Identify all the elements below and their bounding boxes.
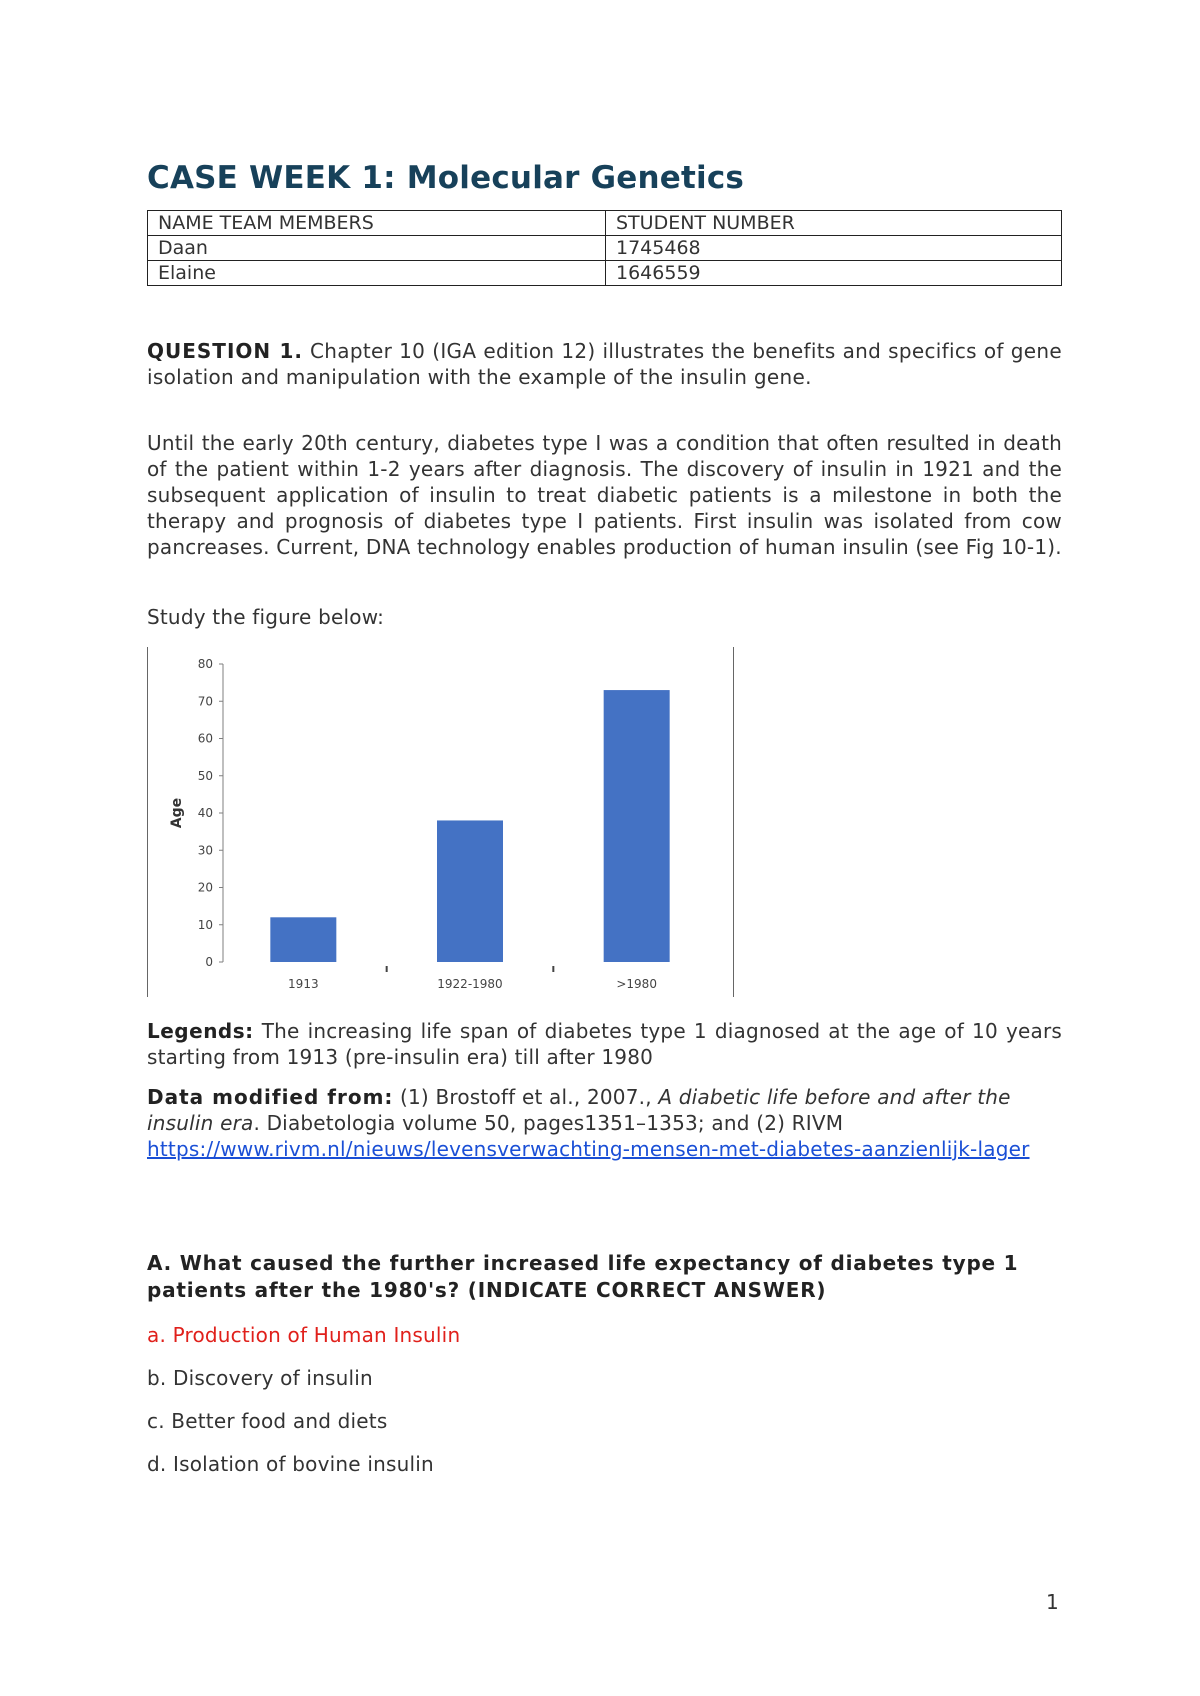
bar-1913 (270, 917, 336, 962)
y-tick-label: 50 (197, 768, 213, 783)
y-tick-label: 40 (197, 806, 213, 820)
y-tick-label: 70 (197, 694, 213, 709)
question-1-intro (147, 338, 1062, 390)
member-name: Elaine (148, 261, 606, 286)
source-text-after: . Diabetologia volume 50, pages1351–1353; and (2) RIVM (253, 1111, 844, 1135)
option-b: b. Discovery of insulin (147, 1366, 373, 1390)
data-source (147, 1084, 1062, 1162)
x-tick-label: 1913 (288, 977, 319, 991)
y-tick-label: 60 (197, 731, 213, 746)
y-tick-label: 0 (205, 955, 213, 969)
rivm-link[interactable]: https://www.rivm.nl/nieuws/levensverwachting-mensen-met-diabetes-aanzienlijk-lager (147, 1137, 1030, 1161)
figure-legend (147, 1018, 1062, 1070)
option-a-correct: a. Production of Human Insulin (147, 1323, 461, 1347)
x-tick-label: >1980 (616, 977, 657, 991)
legend-text: The increasing life span of diabetes type 1 diagnosed at the age of 10 years starting from 1913 (pre-insulin era) till after 1980 (147, 1019, 1062, 1069)
header-name: NAME TEAM MEMBERS (148, 211, 606, 236)
table-header-row (148, 211, 1062, 236)
table-row (148, 261, 1062, 286)
header-student-number: STUDENT NUMBER (606, 211, 1062, 236)
option-c: c. Better food and diets (147, 1409, 388, 1433)
option-d: d. Isolation of bovine insulin (147, 1452, 434, 1476)
source-label: Data modified from: (147, 1085, 394, 1109)
question-1-label: QUESTION 1. (147, 339, 303, 363)
member-number: 1745468 (606, 236, 1062, 261)
question-1-text: Chapter 10 (IGA edition 12) illustrates the benefits and specifics of gene isolation and manipulation with the example of the insulin gene. (147, 339, 1062, 389)
page-title: CASE WEEK 1: Molecular Genetics (147, 160, 745, 196)
source-text-before: (1) Brostoff et al., 2007., (399, 1085, 652, 1109)
question-1-paragraph: Until the early 20th century, diabetes type I was a condition that often resulted in death of the patient within 1-2 years after diagnosis. The discovery of insulin in 1921 and the subsequent application of insulin to treat diabetic patients is a milestone in both the therapy and prognosis of diabetes type I patients. First insulin was isolated from cow pancreases. Current, DNA technology enables production of human insulin (see Fig 10-1). (147, 431, 1062, 559)
page-number: 1 (1046, 1590, 1059, 1614)
y-axis-label: Age (169, 797, 185, 829)
member-number: 1646559 (606, 261, 1062, 286)
y-tick-label: 10 (197, 917, 213, 932)
legend-label: Legends: (147, 1019, 254, 1043)
x-tick-label: 1922-1980 (437, 977, 503, 991)
bar-chart-svg (148, 647, 733, 997)
life-span-chart (147, 647, 734, 997)
table-row (148, 236, 1062, 261)
study-prompt: Study the figure below: (147, 605, 385, 629)
question-a: A. What caused the further increased life expectancy of diabetes type 1 patients after the 1980's? (INDICATE CORRECT ANSWER) (147, 1251, 1019, 1302)
source-italic-title: A diabetic life before and after the insulin era (147, 1085, 1011, 1135)
team-members-table (147, 210, 1062, 286)
member-name: Daan (148, 236, 606, 261)
y-tick-label: 30 (197, 843, 213, 858)
y-tick-label: 20 (197, 880, 213, 895)
bar-1980 (604, 690, 670, 962)
y-tick-label: 80 (197, 657, 213, 671)
bar-19221980 (437, 820, 503, 962)
